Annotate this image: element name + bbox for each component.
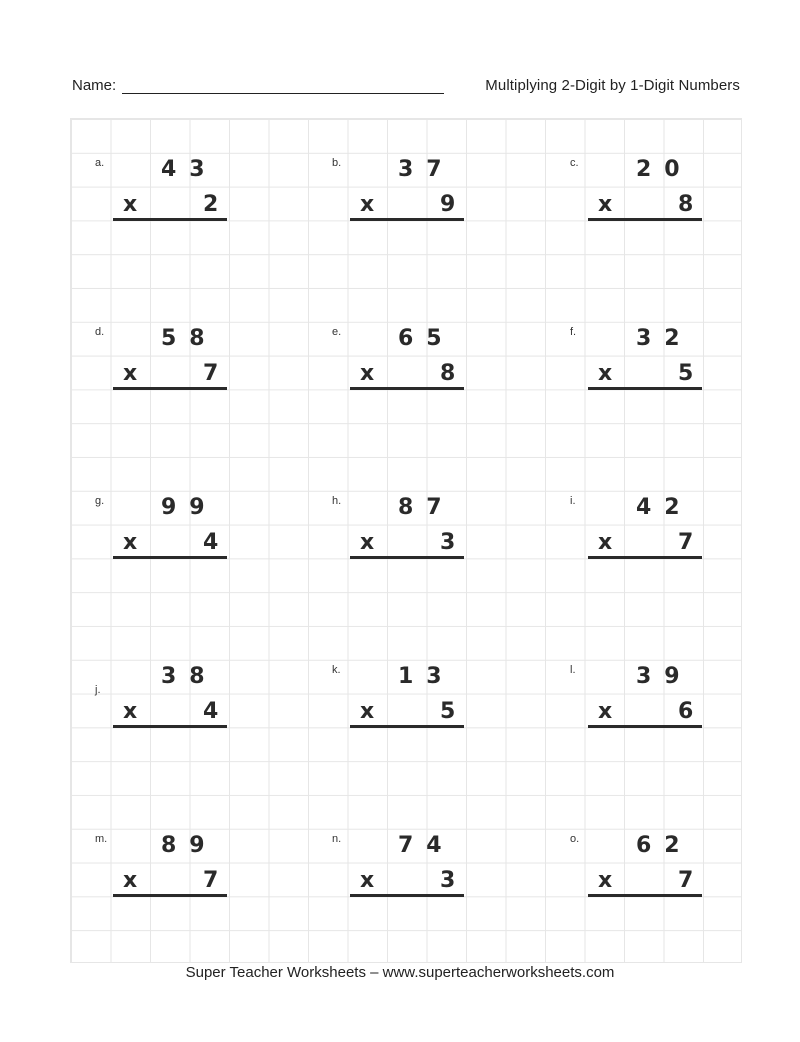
- answer-line: [113, 387, 227, 390]
- multiply-sign: x: [598, 699, 613, 724]
- name-field[interactable]: [72, 76, 444, 94]
- answer-line: [588, 556, 702, 559]
- answer-line: [350, 725, 464, 728]
- multiplier-row: [123, 868, 218, 893]
- multiplier: 7: [678, 868, 694, 893]
- problem-letter: h.: [332, 495, 342, 507]
- problem-item: [570, 324, 720, 404]
- multiply-sign: x: [123, 699, 138, 724]
- problem-item: [332, 155, 482, 235]
- multiplier: 2: [203, 192, 219, 217]
- multiply-sign: x: [123, 530, 138, 555]
- multiply-sign: x: [360, 192, 375, 217]
- answer-line: [588, 894, 702, 897]
- problem-letter: j.: [95, 684, 101, 696]
- multiplier-row: [360, 192, 455, 217]
- multiplicand: 87: [398, 495, 455, 520]
- multiplier-row: [360, 530, 455, 555]
- problem-letter: k.: [332, 664, 341, 676]
- multiplier-row: [598, 699, 693, 724]
- multiplier-row: [360, 361, 455, 386]
- multiplier: 3: [440, 868, 456, 893]
- multiply-sign: x: [598, 530, 613, 555]
- problem-item: [95, 155, 245, 235]
- problem-item: [570, 493, 720, 573]
- answer-line: [113, 725, 227, 728]
- multiply-sign: x: [598, 192, 613, 217]
- name-line[interactable]: [122, 76, 444, 94]
- multiplier-row: [123, 192, 218, 217]
- problem-letter: e.: [332, 326, 342, 338]
- problem-letter: d.: [95, 326, 105, 338]
- problem-item: [570, 155, 720, 235]
- answer-line: [113, 218, 227, 221]
- multiplicand: 99: [161, 495, 218, 520]
- multiplicand: 37: [398, 157, 455, 182]
- problem-letter: m.: [95, 833, 108, 845]
- problem-letter: o.: [570, 833, 580, 845]
- answer-line: [350, 387, 464, 390]
- answer-line: [350, 894, 464, 897]
- multiplier: 7: [203, 361, 219, 386]
- multiply-sign: x: [123, 361, 138, 386]
- multiply-sign: x: [360, 361, 375, 386]
- answer-line: [350, 556, 464, 559]
- worksheet-title: Multiplying 2-Digit by 1-Digit Numbers: [485, 77, 740, 94]
- multiplier: 9: [440, 192, 456, 217]
- problem-item: [332, 831, 482, 911]
- problem-item: [332, 493, 482, 573]
- problem-item: [95, 662, 245, 742]
- multiply-sign: x: [598, 361, 613, 386]
- multiplicand: 39: [636, 664, 693, 689]
- multiplier: 4: [203, 530, 219, 555]
- multiplier: 8: [440, 361, 456, 386]
- problem-item: [95, 831, 245, 911]
- problem-item: [570, 831, 720, 911]
- multiplicand: 42: [636, 495, 693, 520]
- multiply-sign: x: [360, 530, 375, 555]
- problem-item: [332, 324, 482, 404]
- multiply-sign: x: [598, 868, 613, 893]
- multiplicand: 32: [636, 326, 693, 351]
- name-label: Name:: [72, 77, 117, 94]
- answer-line: [113, 556, 227, 559]
- multiplier-row: [598, 361, 693, 386]
- multiply-sign: x: [360, 699, 375, 724]
- multiplicand: 74: [398, 833, 455, 858]
- multiplier: 3: [440, 530, 456, 555]
- multiplicand: 89: [161, 833, 218, 858]
- multiplier: 6: [678, 699, 694, 724]
- multiply-sign: x: [360, 868, 375, 893]
- multiplier-row: [598, 530, 693, 555]
- problem-item: [332, 662, 482, 742]
- footer-credit: Super Teacher Worksheets – www.superteacherworksheets.com: [185, 964, 615, 981]
- problem-letter: g.: [95, 495, 105, 507]
- problem-item: [570, 662, 720, 742]
- multiplier-row: [360, 868, 455, 893]
- multiplier: 8: [678, 192, 694, 217]
- multiplicand: 43: [161, 157, 218, 182]
- multiplier: 5: [440, 699, 456, 724]
- problem-letter: n.: [332, 833, 342, 845]
- multiply-sign: x: [123, 192, 138, 217]
- answer-line: [588, 387, 702, 390]
- multiplier-row: [123, 361, 218, 386]
- multiplicand: 65: [398, 326, 455, 351]
- multiplier-row: [360, 699, 455, 724]
- multiplier: 5: [678, 361, 694, 386]
- answer-line: [113, 894, 227, 897]
- multiplicand: 20: [636, 157, 693, 182]
- multiplicand: 38: [161, 664, 218, 689]
- multiplier: 7: [678, 530, 694, 555]
- multiplier-row: [598, 192, 693, 217]
- multiplier-row: [123, 699, 218, 724]
- multiplicand: 13: [398, 664, 455, 689]
- multiplier-row: [598, 868, 693, 893]
- answer-line: [350, 218, 464, 221]
- problem-letter: f.: [570, 326, 577, 338]
- problem-letter: l.: [570, 664, 576, 676]
- multiplier-row: [123, 530, 218, 555]
- multiply-sign: x: [123, 868, 138, 893]
- problem-item: [95, 324, 245, 404]
- answer-line: [588, 725, 702, 728]
- problem-letter: c.: [570, 157, 579, 169]
- multiplier: 7: [203, 868, 219, 893]
- problem-letter: b.: [332, 157, 342, 169]
- problem-item: [95, 493, 245, 573]
- problem-letter: i.: [570, 495, 576, 507]
- answer-line: [588, 218, 702, 221]
- multiplicand: 58: [161, 326, 218, 351]
- multiplier: 4: [203, 699, 219, 724]
- problem-letter: a.: [95, 157, 105, 169]
- multiplicand: 62: [636, 833, 693, 858]
